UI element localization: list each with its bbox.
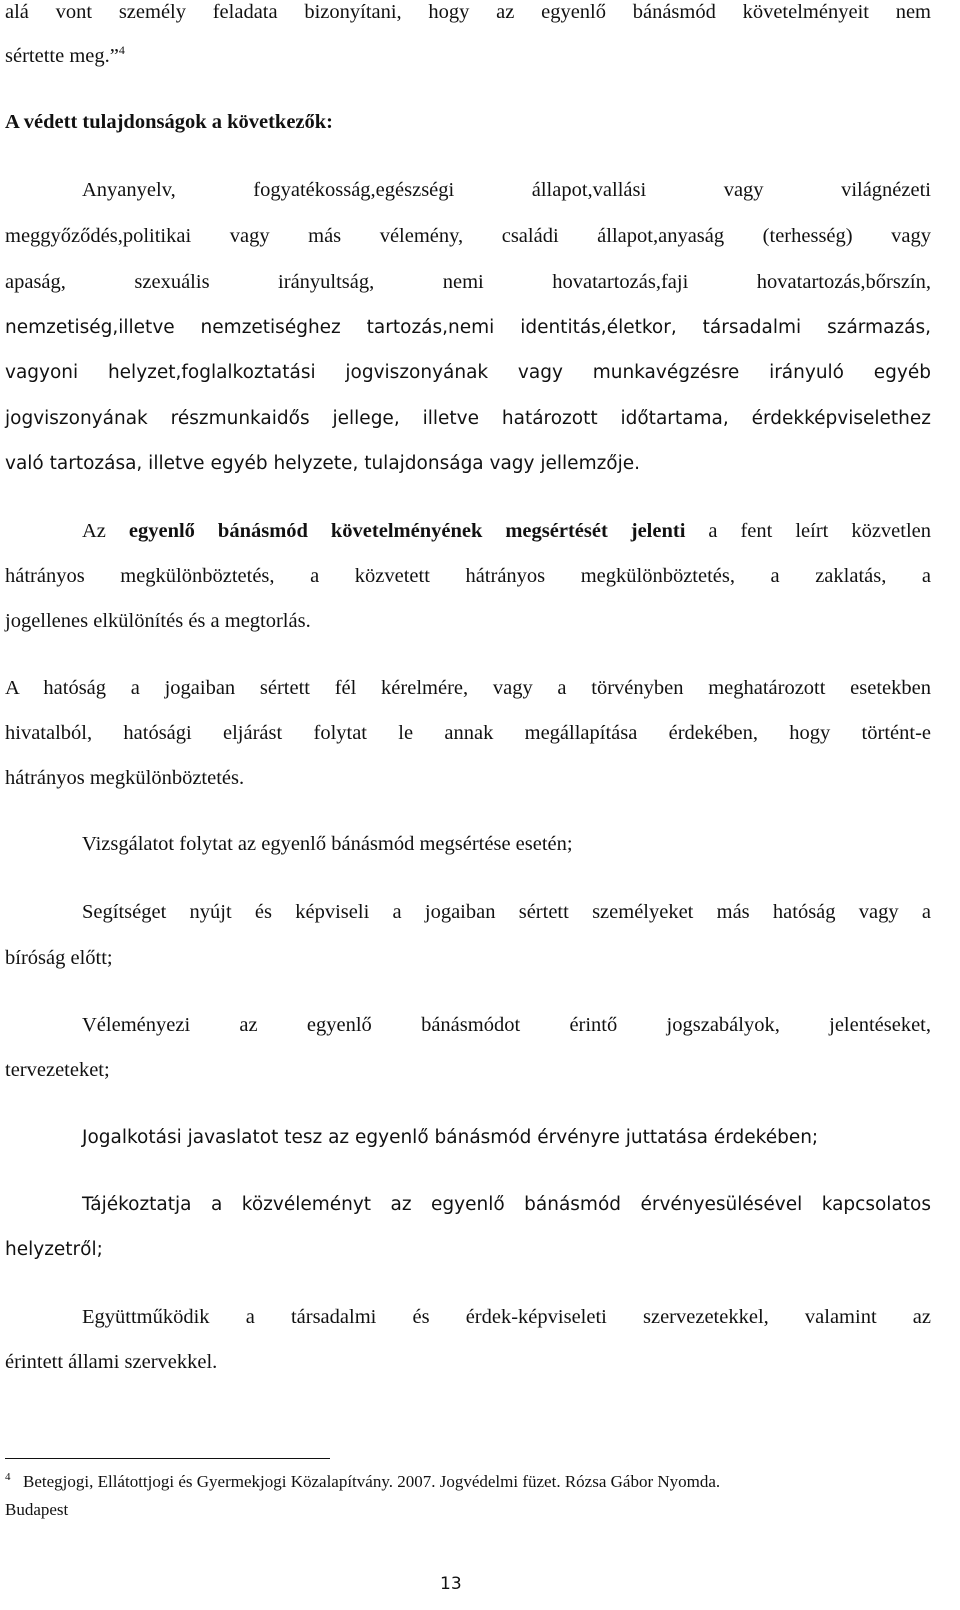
footnote-line-2: Budapest: [5, 1500, 69, 1519]
duty-6-continuation: érintett állami szervekkel.: [5, 1351, 218, 1373]
properties-line-2: meggyőződés,politikai vagy más vélemény, családi állapot,anyaság (terhesség) vagy: [5, 225, 931, 247]
properties-line-3: apaság, szexuális irányultság, nemi hovatartozás,faji hovatartozás,bőrszín,: [5, 271, 931, 293]
violation-rest: a fent leírt közvetlen: [685, 520, 932, 542]
footnote-text: Betegjogi, Ellátottjogi és Gyermekjogi Közalapítvány. 2007. Jogvédelmi füzet. Rózsa Gábor Nyomda.: [23, 1472, 721, 1491]
page-number: 13: [440, 1574, 462, 1594]
duty-6: Együttműködik a társadalmi és érdek-képviseleti szervezetekkel, valamint az: [82, 1306, 931, 1328]
duty-5: Tájékoztatja a közvéleményt az egyenlő bánásmód érvényesülésével kapcsolatos: [82, 1194, 931, 1215]
footnote-separator: [5, 1458, 330, 1459]
intro-line-2-text: sértette meg.”: [5, 45, 119, 67]
duty-2-continuation: bíróság előtt;: [5, 947, 113, 969]
duty-1: Vizsgálatot folytat az egyenlő bánásmód megsértése esetén;: [82, 833, 573, 855]
properties-line-5: vagyoni helyzet,foglalkoztatási jogviszonyának vagy munkavégzésre irányuló egyéb: [5, 362, 931, 383]
authority-line-2: hivatalból, hatósági eljárást folytat le annak megállapítása érdekében, hogy történt-e: [5, 722, 931, 744]
duty-2: Segítséget nyújt és képviseli a jogaiban sértett személyeket más hatóság vagy a: [82, 901, 931, 923]
intro-line-1: alá vont személy feladata bizonyítani, hogy az egyenlő bánásmód követelményeit nem: [5, 1, 931, 23]
properties-line-4: nemzetiség,illetve nemzetiséghez tartozás,nemi identitás,életkor, társadalmi származás,: [5, 317, 931, 338]
violation-bold: egyenlő bánásmód követelményének megsértését jelenti: [128, 520, 686, 542]
footnote-line-1: [5, 1472, 931, 1492]
section-heading: [5, 110, 333, 134]
footnote-number: 4: [5, 1471, 11, 1483]
violation-line-1: [82, 519, 931, 543]
duty-5-continuation: helyzetről;: [5, 1239, 103, 1260]
duty-3: Véleményezi az egyenlő bánásmódot érintő jogszabályok, jelentéseket,: [82, 1014, 931, 1036]
authority-line-3: hátrányos megkülönböztetés.: [5, 767, 245, 789]
footnote-reference: 4: [118, 43, 125, 58]
properties-line-6: jogviszonyának részmunkaidős jellege, illetve határozott időtartama, érdekképviselethez: [5, 408, 931, 429]
violation-line-2: hátrányos megkülönböztetés, a közvetett hátrányos megkülönböztetés, a zaklatás, a: [5, 565, 931, 587]
duty-3-continuation: tervezeteket;: [5, 1059, 110, 1081]
section-heading-text: A védett tulajdonságok a következők:: [5, 111, 334, 133]
violation-line-3: jogellenes elkülönítés és a megtorlás.: [5, 610, 311, 632]
properties-line-1: Anyanyelv, fogyatékosság,egészségi állapot,vallási vagy világnézeti: [82, 179, 931, 201]
properties-line-7: való tartozása, illetve egyéb helyzete, tulajdonsága vagy jellemzője.: [5, 453, 641, 474]
violation-lead: Az: [82, 520, 129, 542]
authority-line-1: A hatóság a jogaiban sértett fél kérelmére, vagy a törvényben meghatározott esetekben: [5, 677, 931, 699]
intro-line-2: [5, 44, 125, 68]
duty-4: Jogalkotási javaslatot tesz az egyenlő bánásmód érvényre juttatása érdekében;: [82, 1127, 819, 1148]
